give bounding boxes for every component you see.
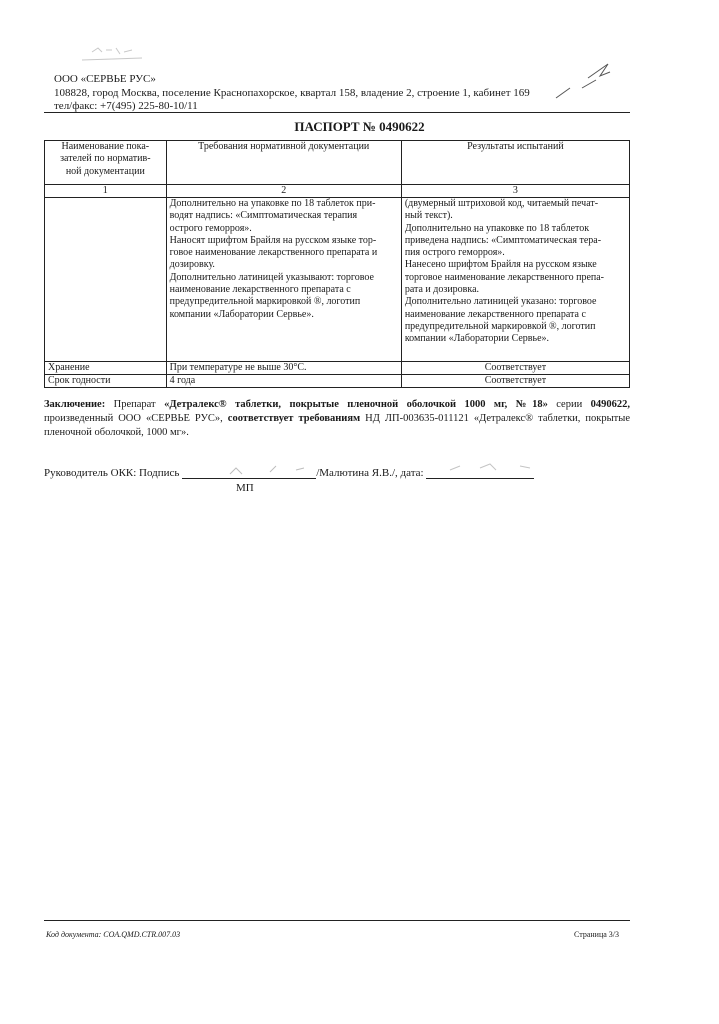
header-requirements: Требования нормативной документации [166, 141, 401, 185]
table-row-packaging [45, 198, 630, 362]
shelf-life-requirement: 4 года [166, 375, 401, 388]
company-logo-watermark [72, 44, 152, 66]
column-number: 1 [45, 185, 167, 198]
passport-table [44, 140, 630, 388]
header-results: Результаты испытаний [401, 141, 629, 185]
company-address: 108828, город Москва, поселение Краснопахорское, квартал 158, владение 2, строение 1, кабинет 169 [54, 87, 530, 99]
packaging-result-cell: (двумерный штриховой код, читаемый печат- ный текст). Дополнительно на упаковке по 18 таблеток приведена надпись: «Симптоматическая тера- пия острого геморроя». Нанесено шрифтом Брайля на русском языке торговое наименование лекарственного препа- рата и дозировка. Дополнительно латиницей указано: торговое наименование лекарственного препарата с предупредительной маркировкой ®, логотип компании «Лаборатории Сервье». [401, 198, 629, 362]
shelf-life-name: Срок годности [45, 375, 167, 388]
packaging-requirement-cell: Дополнительно на упаковке по 18 таблеток при- водят надпись: «Симптоматическая терапия острого геморроя». Наносят шрифтом Брайля на русском языке тор- говое наименование лекарственного препарата и дозировку. Дополнительно латиницей указывают: торговое наименование лекарственного препарата с предупредительной маркировкой ®, логотип компании «Лаборатории Сервье». [166, 198, 401, 362]
complies-statement: соответствует требованиям [227, 413, 361, 424]
company-name: ООО «СЕРВЬЕ РУС» [54, 73, 156, 85]
stamp-label: МП [236, 482, 254, 494]
header-divider [44, 112, 630, 113]
table-row-shelf-life [45, 375, 630, 388]
storage-requirement: При температуре не выше 30°С. [166, 362, 401, 375]
conclusion-paragraph: Заключение: Препарат «Детралекс® таблетки, покрытые пленочной оболочкой 1000 мг, №18» серии 0490622, произведенный ООО «СЕРВЬЕ РУС», соответствует требованиям НД ЛП-003635-011121 «Детралекс® таблетки, покрытые пленочной оболочкой, 1000 мг». [44, 399, 630, 438]
table-row-storage [45, 362, 630, 375]
name-label: /Малютина Я.В./, дата: [316, 467, 424, 479]
packaging-name-cell [45, 198, 167, 362]
column-number: 2 [166, 185, 401, 198]
storage-result: Соответствует [401, 362, 629, 375]
column-number: 3 [401, 185, 629, 198]
company-phone: тел/факс: +7(495) 225-80-10/11 [54, 100, 198, 112]
product-name: «Детралекс® таблетки, покрытые пленочной оболочкой 1000 мг, №18» [164, 399, 548, 410]
table-header-row [45, 141, 630, 185]
table-number-row [45, 185, 630, 198]
page-number: Страница 3/3 [574, 930, 619, 939]
date-scribble [440, 458, 540, 478]
signature-scribble [200, 460, 340, 480]
footer-divider [44, 920, 630, 921]
conclusion-label: Заключение: [44, 399, 106, 410]
document-title: ПАСПОРТ № 0490622 [294, 119, 425, 134]
head-label: Руководитель ОКК: Подпись [44, 467, 180, 479]
shelf-life-result: Соответствует [401, 375, 629, 388]
header-indicator-name: Наименование пока- зателей по норматив- ной документации [45, 141, 167, 185]
storage-name: Хранение [45, 362, 167, 375]
document-code: Код документа: COA.QMD.CTR.007.03 [46, 930, 181, 939]
series-number: 0490622, [590, 399, 630, 410]
signature-initials-mark [548, 58, 618, 106]
